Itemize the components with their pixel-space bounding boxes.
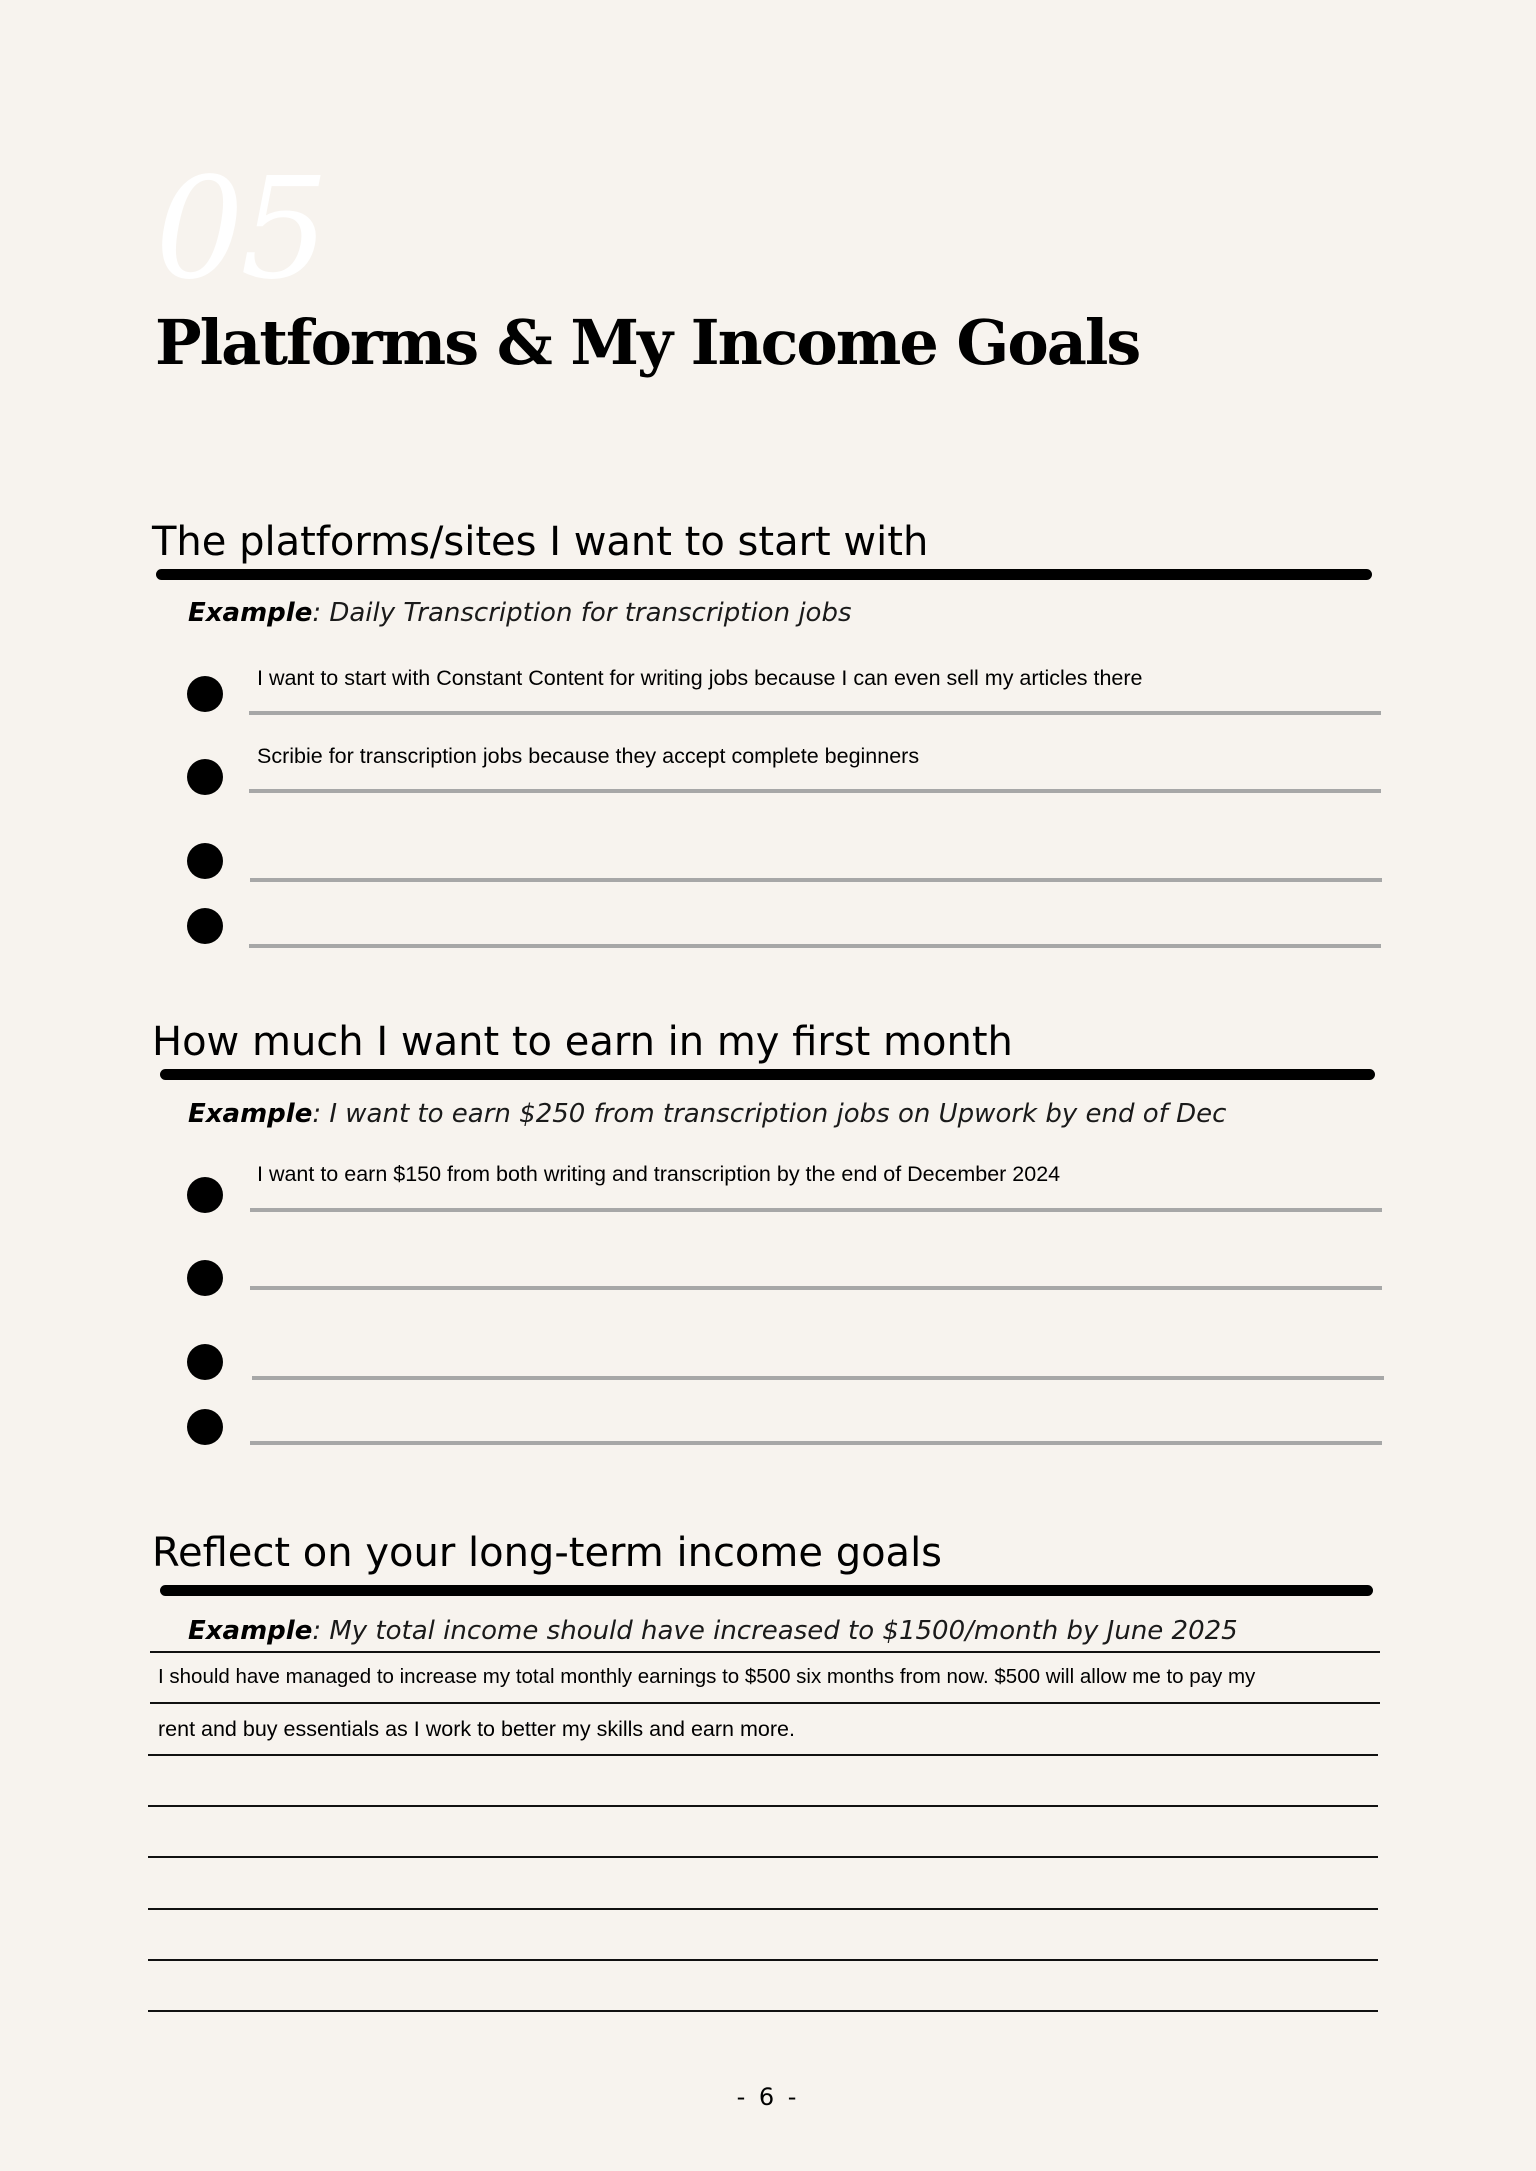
example-label: Example: [188, 1616, 313, 1646]
answer-text[interactable]: Scribie for transcription jobs because they accept complete beginners: [257, 744, 920, 768]
writing-line[interactable]: [148, 1908, 1378, 1910]
bullet-icon: [187, 759, 223, 795]
bullet-icon: [187, 908, 223, 944]
chapter-number: 05: [155, 148, 326, 311]
answer-line[interactable]: [249, 711, 1381, 715]
bullet-icon: [187, 1260, 223, 1296]
answer-line[interactable]: [250, 1208, 1382, 1212]
answer-line[interactable]: [252, 1376, 1384, 1380]
answer-line[interactable]: [249, 789, 1381, 793]
section-heading: How much I want to earn in my first month: [152, 1019, 1013, 1065]
example-text: : I want to earn $250 from transcription jobs on Upwork by end of Dec: [312, 1099, 1227, 1129]
example-note: [188, 600, 852, 626]
answer-line[interactable]: [250, 1286, 1382, 1290]
example-label: Example: [188, 598, 313, 628]
bullet-icon: [187, 1409, 223, 1445]
answer-text[interactable]: rent and buy essentials as I work to better my skills and earn more.: [158, 1717, 795, 1741]
bullet-icon: [187, 676, 223, 712]
writing-line[interactable]: [148, 1856, 1378, 1858]
writing-line[interactable]: [148, 1959, 1378, 1961]
section-divider: [160, 1069, 1375, 1080]
example-note: [188, 1618, 1238, 1644]
answer-text[interactable]: I want to start with Constant Content for writing jobs because I can even sell my articles there: [257, 666, 1143, 690]
writing-line[interactable]: [148, 2010, 1378, 2012]
page-title: Platforms & My Income Goals: [155, 306, 1140, 379]
writing-line: [150, 1651, 1380, 1653]
answer-text[interactable]: I should have managed to increase my total monthly earnings to $500 six months from now. $500 will allow me to pay my: [158, 1665, 1256, 1688]
answer-text[interactable]: I want to earn $150 from both writing and transcription by the end of December 2024: [257, 1162, 1061, 1186]
writing-line[interactable]: [150, 1702, 1380, 1704]
example-note: [188, 1101, 1226, 1127]
bullet-icon: [187, 1177, 223, 1213]
section-divider: [156, 569, 1372, 580]
bullet-icon: [187, 843, 223, 879]
answer-line[interactable]: [250, 1441, 1382, 1445]
section-divider: [160, 1585, 1373, 1596]
section-heading: Reflect on your long-term income goals: [152, 1530, 943, 1576]
example-text: : My total income should have increased to $1500/month by June 2025: [312, 1616, 1238, 1646]
answer-line[interactable]: [249, 944, 1381, 948]
bullet-icon: [187, 1344, 223, 1380]
page-number: - 6 -: [736, 2083, 800, 2111]
example-text: : Daily Transcription for transcription jobs: [312, 598, 852, 628]
section-heading: The platforms/sites I want to start with: [152, 519, 929, 565]
writing-line[interactable]: [148, 1805, 1378, 1807]
writing-line[interactable]: [148, 1754, 1378, 1756]
answer-line[interactable]: [250, 878, 1382, 882]
example-label: Example: [188, 1099, 313, 1129]
